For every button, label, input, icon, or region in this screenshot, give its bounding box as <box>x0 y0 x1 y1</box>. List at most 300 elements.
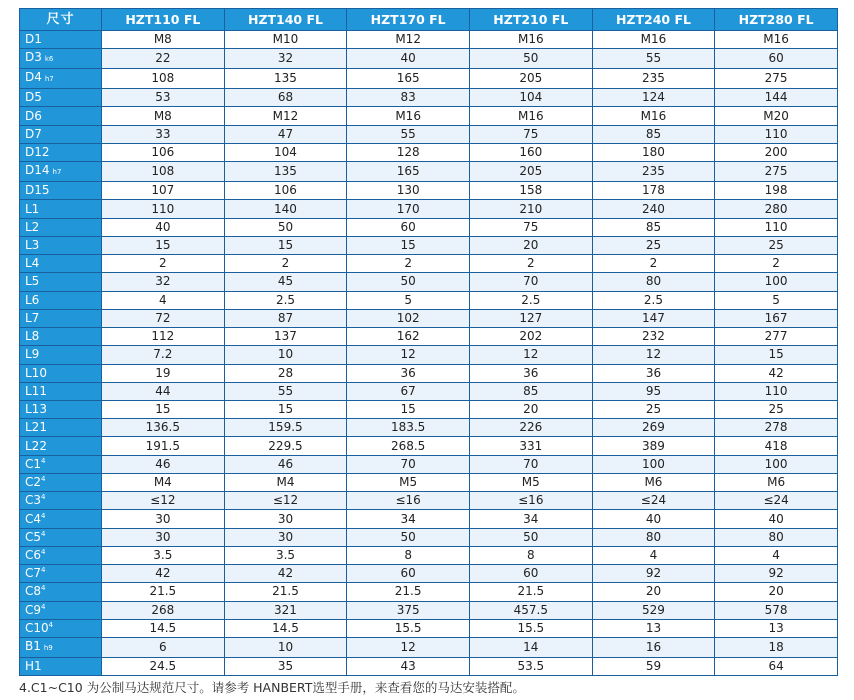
row-label-text: L11 <box>25 383 47 398</box>
table-cell: 200 <box>715 143 838 161</box>
row-label <box>20 546 102 564</box>
column-header: HZT280 FL <box>715 9 838 31</box>
row-label-text: L13 <box>25 402 47 417</box>
column-header: HZT140 FL <box>224 9 347 31</box>
table-cell: 18 <box>715 638 838 658</box>
row-label-superscript: 4 <box>41 511 46 520</box>
row-label-text: C2 <box>25 475 42 490</box>
table-cell: M16 <box>592 107 715 125</box>
table-cell: 30 <box>102 528 225 546</box>
row-label-text: D7 <box>25 126 42 141</box>
table-cell: 60 <box>715 49 838 69</box>
table-cell: ≤24 <box>592 492 715 510</box>
table-row <box>20 437 838 455</box>
table-cell: 191.5 <box>102 437 225 455</box>
table-cell: 147 <box>592 309 715 327</box>
table-cell: 21.5 <box>347 583 470 601</box>
table-row <box>20 455 838 473</box>
row-label-text: H1 <box>25 659 42 674</box>
row-label <box>20 400 102 418</box>
row-label-text: C3 <box>25 493 42 508</box>
table-cell: 6 <box>102 638 225 658</box>
table-cell: M6 <box>592 473 715 491</box>
table-cell: 95 <box>592 382 715 400</box>
table-cell: 80 <box>592 273 715 291</box>
table-cell: 205 <box>469 162 592 182</box>
table-cell: 36 <box>347 364 470 382</box>
table-cell: ≤12 <box>102 492 225 510</box>
table-cell: 15 <box>224 400 347 418</box>
footnote: 4.C1~C10 为公制马达规范尺寸。请参考 HANBERT选型手册，来查看您的马达安装搭配。 <box>19 680 525 695</box>
table-row <box>20 291 838 309</box>
table-row <box>20 255 838 273</box>
table-cell: 106 <box>102 143 225 161</box>
table-cell: 2 <box>592 255 715 273</box>
table-cell: M12 <box>224 107 347 125</box>
table-cell: 43 <box>347 658 470 676</box>
table-cell: 280 <box>715 200 838 218</box>
table-cell: 183.5 <box>347 419 470 437</box>
corner-header: 尺寸 <box>20 9 102 31</box>
table-cell: 32 <box>102 273 225 291</box>
table-cell: 2.5 <box>224 291 347 309</box>
table-cell: 42 <box>102 565 225 583</box>
table-cell: 44 <box>102 382 225 400</box>
table-cell: 50 <box>224 218 347 236</box>
row-label-text: L10 <box>25 365 47 380</box>
row-label-text: C9 <box>25 602 42 617</box>
table-cell: 4 <box>102 291 225 309</box>
table-cell: 418 <box>715 437 838 455</box>
row-label-tolerance: h7 <box>44 75 54 84</box>
table-cell: 198 <box>715 182 838 200</box>
table-cell: 70 <box>347 455 470 473</box>
table-row <box>20 473 838 491</box>
table-cell: 20 <box>469 400 592 418</box>
table-cell: 14.5 <box>224 619 347 637</box>
row-label <box>20 601 102 619</box>
table-cell: M16 <box>715 31 838 49</box>
row-label-superscript: 4 <box>41 566 46 575</box>
row-label-text: D12 <box>25 145 50 160</box>
row-label-text: C4 <box>25 511 42 526</box>
table-cell: 135 <box>224 69 347 89</box>
table-cell: 35 <box>224 658 347 676</box>
table-cell: 15 <box>347 236 470 254</box>
table-cell: 13 <box>592 619 715 637</box>
table-cell: 22 <box>102 49 225 69</box>
table-cell: 25 <box>715 400 838 418</box>
table-cell: 60 <box>347 218 470 236</box>
table-cell: 180 <box>592 143 715 161</box>
table-cell: 277 <box>715 328 838 346</box>
table-cell: 50 <box>469 528 592 546</box>
table-cell: 34 <box>347 510 470 528</box>
row-label-text: D1 <box>25 32 42 47</box>
table-row <box>20 638 838 658</box>
table-cell: M16 <box>347 107 470 125</box>
row-label-text: D5 <box>25 90 42 105</box>
table-cell: 2 <box>715 255 838 273</box>
table-cell: 53.5 <box>469 658 592 676</box>
table-cell: 100 <box>715 273 838 291</box>
table-cell: 33 <box>102 125 225 143</box>
table-cell: 25 <box>715 236 838 254</box>
table-row <box>20 49 838 69</box>
row-label-text: D6 <box>25 108 42 123</box>
table-cell: 72 <box>102 309 225 327</box>
table-cell: 12 <box>469 346 592 364</box>
row-label <box>20 309 102 327</box>
table-cell: 389 <box>592 437 715 455</box>
table-cell: 321 <box>224 601 347 619</box>
dimension-table <box>19 8 838 676</box>
table-row <box>20 31 838 49</box>
row-label-text: L6 <box>25 292 40 307</box>
table-row <box>20 364 838 382</box>
table-cell: 47 <box>224 125 347 143</box>
table-cell: 108 <box>102 162 225 182</box>
row-label <box>20 437 102 455</box>
table-cell: ≤24 <box>715 492 838 510</box>
row-label <box>20 510 102 528</box>
table-cell: 7.2 <box>102 346 225 364</box>
table-cell: 8 <box>469 546 592 564</box>
table-cell: 83 <box>347 89 470 107</box>
row-label-text: C7 <box>25 566 42 581</box>
row-label-tolerance: k6 <box>44 55 54 64</box>
row-label-superscript: 4 <box>41 547 46 556</box>
table-cell: 13 <box>715 619 838 637</box>
table-cell: 170 <box>347 200 470 218</box>
table-row <box>20 619 838 637</box>
table-cell: 20 <box>469 236 592 254</box>
row-label <box>20 419 102 437</box>
table-cell: 2 <box>224 255 347 273</box>
table-cell: 12 <box>347 638 470 658</box>
table-row <box>20 309 838 327</box>
row-label <box>20 49 102 69</box>
table-cell: 578 <box>715 601 838 619</box>
table-cell: 68 <box>224 89 347 107</box>
table-cell: 2 <box>102 255 225 273</box>
table-cell: 4 <box>715 546 838 564</box>
table-cell: 2.5 <box>469 291 592 309</box>
dimension-table-container <box>19 8 837 676</box>
row-label <box>20 236 102 254</box>
table-cell: 15.5 <box>347 619 470 637</box>
table-cell: 275 <box>715 69 838 89</box>
row-label <box>20 162 102 182</box>
table-cell: 128 <box>347 143 470 161</box>
table-cell: 110 <box>102 200 225 218</box>
row-label <box>20 69 102 89</box>
table-cell: 235 <box>592 69 715 89</box>
table-cell: 55 <box>347 125 470 143</box>
column-header: HZT210 FL <box>469 9 592 31</box>
row-label <box>20 583 102 601</box>
table-cell: 275 <box>715 162 838 182</box>
table-cell: 42 <box>715 364 838 382</box>
row-label-text: D3 <box>25 50 42 65</box>
table-cell: 16 <box>592 638 715 658</box>
table-row <box>20 143 838 161</box>
row-label-text: L5 <box>25 274 40 289</box>
table-cell: 232 <box>592 328 715 346</box>
table-cell: 15 <box>347 400 470 418</box>
table-cell: 60 <box>347 565 470 583</box>
table-cell: 107 <box>102 182 225 200</box>
table-row <box>20 382 838 400</box>
table-cell: 67 <box>347 382 470 400</box>
column-header: HZT170 FL <box>347 9 470 31</box>
row-label-superscript: 4 <box>41 456 46 465</box>
table-cell: 25 <box>592 236 715 254</box>
row-label-text: D4 <box>25 70 42 85</box>
table-cell: 30 <box>224 528 347 546</box>
table-cell: 85 <box>592 125 715 143</box>
table-cell: M12 <box>347 31 470 49</box>
table-cell: 178 <box>592 182 715 200</box>
table-row <box>20 528 838 546</box>
table-cell: 46 <box>224 455 347 473</box>
table-cell: M5 <box>347 473 470 491</box>
table-cell: 104 <box>469 89 592 107</box>
table-cell: 15 <box>102 400 225 418</box>
table-cell: 210 <box>469 200 592 218</box>
table-row <box>20 346 838 364</box>
row-label-text: L21 <box>25 420 47 435</box>
row-label-text: L9 <box>25 347 40 362</box>
row-label <box>20 619 102 637</box>
table-cell: 3.5 <box>224 546 347 564</box>
table-cell: 12 <box>592 346 715 364</box>
table-cell: 5 <box>347 291 470 309</box>
table-cell: 2.5 <box>592 291 715 309</box>
table-cell: 127 <box>469 309 592 327</box>
table-cell: 202 <box>469 328 592 346</box>
row-label-text: L22 <box>25 438 47 453</box>
table-cell: 331 <box>469 437 592 455</box>
table-cell: 21.5 <box>102 583 225 601</box>
table-cell: 10 <box>224 638 347 658</box>
row-label <box>20 89 102 107</box>
table-cell: 20 <box>592 583 715 601</box>
table-cell: 40 <box>715 510 838 528</box>
table-cell: 108 <box>102 69 225 89</box>
table-cell: 159.5 <box>224 419 347 437</box>
row-label-text: L2 <box>25 219 40 234</box>
row-label-superscript: 4 <box>41 493 46 502</box>
table-cell: 8 <box>347 546 470 564</box>
row-label <box>20 273 102 291</box>
row-label <box>20 328 102 346</box>
table-cell: 112 <box>102 328 225 346</box>
row-label <box>20 492 102 510</box>
table-row <box>20 107 838 125</box>
row-label <box>20 382 102 400</box>
table-cell: 87 <box>224 309 347 327</box>
table-cell: 162 <box>347 328 470 346</box>
table-cell: M10 <box>224 31 347 49</box>
table-cell: M16 <box>469 31 592 49</box>
table-cell: 3.5 <box>102 546 225 564</box>
table-cell: 2 <box>347 255 470 273</box>
table-row <box>20 565 838 583</box>
table-cell: 160 <box>469 143 592 161</box>
table-cell: 28 <box>224 364 347 382</box>
table-cell: 25 <box>592 400 715 418</box>
row-label-tolerance: h9 <box>43 644 53 653</box>
row-label <box>20 364 102 382</box>
table-row <box>20 546 838 564</box>
row-label <box>20 218 102 236</box>
table-row <box>20 69 838 89</box>
table-cell: 4 <box>592 546 715 564</box>
table-cell: 85 <box>469 382 592 400</box>
table-row <box>20 400 838 418</box>
table-cell: 14 <box>469 638 592 658</box>
table-row <box>20 601 838 619</box>
header-row <box>20 9 838 31</box>
table-cell: 14.5 <box>102 619 225 637</box>
table-cell: 375 <box>347 601 470 619</box>
table-row <box>20 273 838 291</box>
row-label-text: D14 <box>25 163 50 178</box>
table-row <box>20 236 838 254</box>
table-cell: M20 <box>715 107 838 125</box>
row-label-tolerance: h7 <box>52 168 62 177</box>
row-label-text: L7 <box>25 310 40 325</box>
row-label-superscript: 4 <box>41 602 46 611</box>
table-cell: 529 <box>592 601 715 619</box>
table-row <box>20 182 838 200</box>
table-row <box>20 510 838 528</box>
table-cell: 75 <box>469 125 592 143</box>
table-cell: 110 <box>715 218 838 236</box>
table-cell: 50 <box>347 273 470 291</box>
table-cell: 136.5 <box>102 419 225 437</box>
row-label-superscript: 4 <box>41 584 46 593</box>
row-label-superscript: 4 <box>41 529 46 538</box>
table-cell: 165 <box>347 162 470 182</box>
table-cell: 53 <box>102 89 225 107</box>
table-cell: 235 <box>592 162 715 182</box>
table-body <box>20 31 838 676</box>
table-cell: 110 <box>715 382 838 400</box>
table-cell: 158 <box>469 182 592 200</box>
table-cell: 21.5 <box>224 583 347 601</box>
row-label <box>20 455 102 473</box>
table-cell: 15 <box>224 236 347 254</box>
table-cell: 135 <box>224 162 347 182</box>
table-cell: 165 <box>347 69 470 89</box>
table-cell: 24.5 <box>102 658 225 676</box>
row-label <box>20 528 102 546</box>
table-cell: 10 <box>224 346 347 364</box>
table-cell: 269 <box>592 419 715 437</box>
table-cell: 240 <box>592 200 715 218</box>
table-cell: 46 <box>102 455 225 473</box>
table-cell: 268.5 <box>347 437 470 455</box>
table-cell: 2 <box>469 255 592 273</box>
table-cell: 59 <box>592 658 715 676</box>
table-row <box>20 419 838 437</box>
table-row <box>20 218 838 236</box>
row-label <box>20 255 102 273</box>
row-label-text: C5 <box>25 529 42 544</box>
table-cell: 268 <box>102 601 225 619</box>
table-cell: 20 <box>715 583 838 601</box>
table-row <box>20 658 838 676</box>
table-cell: 104 <box>224 143 347 161</box>
table-cell: 30 <box>102 510 225 528</box>
table-cell: 40 <box>347 49 470 69</box>
row-label-superscript: 4 <box>41 475 46 484</box>
table-cell: 70 <box>469 273 592 291</box>
row-label <box>20 125 102 143</box>
row-label-text: C6 <box>25 547 42 562</box>
table-cell: M8 <box>102 107 225 125</box>
row-label <box>20 143 102 161</box>
table-cell: 106 <box>224 182 347 200</box>
row-label-superscript: 4 <box>48 620 54 629</box>
row-label <box>20 31 102 49</box>
table-cell: 92 <box>715 565 838 583</box>
table-cell: 15 <box>715 346 838 364</box>
column-header: HZT240 FL <box>592 9 715 31</box>
row-label <box>20 200 102 218</box>
table-cell: 40 <box>592 510 715 528</box>
row-label <box>20 346 102 364</box>
table-cell: 50 <box>347 528 470 546</box>
row-label <box>20 658 102 676</box>
table-cell: 100 <box>715 455 838 473</box>
row-label-text: B1 <box>25 639 41 654</box>
table-cell: M8 <box>102 31 225 49</box>
row-label-text: L1 <box>25 201 40 216</box>
table-row <box>20 162 838 182</box>
table-cell: 278 <box>715 419 838 437</box>
table-cell: M5 <box>469 473 592 491</box>
table-cell: 70 <box>469 455 592 473</box>
table-cell: 50 <box>469 49 592 69</box>
table-row <box>20 583 838 601</box>
table-row <box>20 200 838 218</box>
table-cell: 205 <box>469 69 592 89</box>
row-label <box>20 638 102 658</box>
table-row <box>20 328 838 346</box>
row-label-text: L3 <box>25 237 40 252</box>
table-cell: 92 <box>592 565 715 583</box>
table-cell: 12 <box>347 346 470 364</box>
table-cell: 42 <box>224 565 347 583</box>
table-cell: 30 <box>224 510 347 528</box>
table-cell: 167 <box>715 309 838 327</box>
table-cell: 34 <box>469 510 592 528</box>
table-cell: 102 <box>347 309 470 327</box>
table-cell: 75 <box>469 218 592 236</box>
table-cell: 36 <box>469 364 592 382</box>
table-row <box>20 125 838 143</box>
table-cell: M16 <box>469 107 592 125</box>
table-header <box>20 9 838 31</box>
table-cell: ≤16 <box>347 492 470 510</box>
row-label-text: C10 <box>25 620 49 635</box>
table-cell: 32 <box>224 49 347 69</box>
row-label <box>20 107 102 125</box>
table-cell: 100 <box>592 455 715 473</box>
